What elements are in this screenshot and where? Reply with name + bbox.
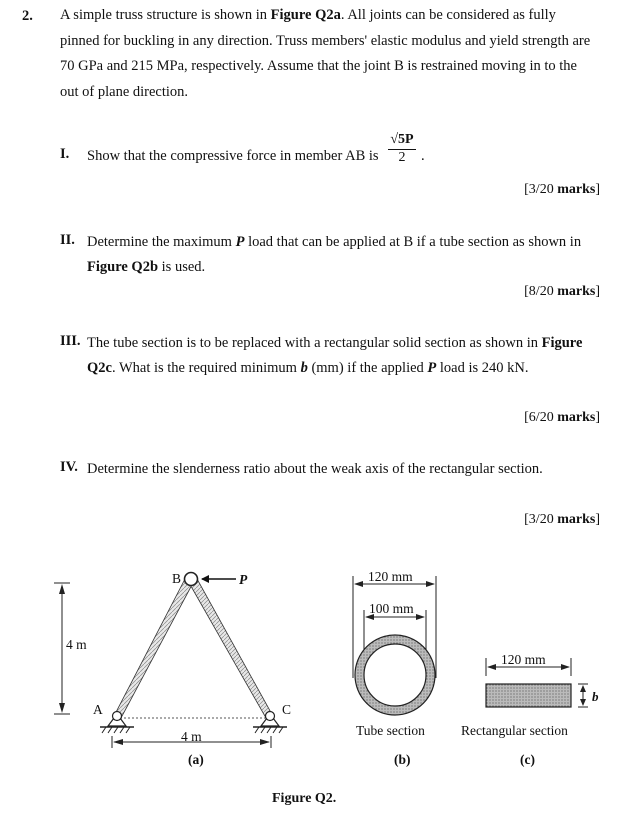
label-load-p: P [239,572,248,587]
part-2-text-a: Determine the maximum [87,234,236,250]
part-3-marks-text: [6/20 marks] [524,410,600,425]
label-inner-diameter: 100 mm [369,601,414,616]
part-3-figure-ref-a: Figure [541,335,583,351]
part-2-numeral: II. [60,232,75,248]
label-rect-caption: Rectangular section [461,723,568,738]
label-sub-b: (b) [394,752,411,767]
part-2-figure-ref: Figure Q2b [87,259,159,275]
intro-line-1-text: A simple truss structure is shown in Figure Q2a. All joints can be considered as fully [60,7,556,23]
label-a: A [93,702,103,717]
label-rect-width: 120 mm [501,652,546,667]
part-3-load-symbol: P [427,360,437,376]
part-1-period: . [421,148,425,164]
label-b: B [172,571,182,586]
label-c: C [282,702,292,717]
part-3-text-b: . What is the required minimum [111,360,301,376]
member-ab [113,577,194,718]
tube-diagram [353,576,436,715]
question-number: 2. [22,8,33,24]
label-height: 4 m [66,635,87,655]
part-3-b-symbol: b [300,360,308,376]
member-bc [188,577,274,718]
part-2-text-c: is used. [158,259,206,275]
part-4-text: Determine the slenderness ratio about the weak axis of the rectangular section. [87,461,543,477]
part-2-marks-text: [8/20 marks] [524,284,600,299]
tube-inner [364,644,426,706]
pin-b [185,573,198,586]
rect-section [486,684,571,707]
part-1-marks-text: [3/20 marks] [524,182,600,197]
intro-line-3: 70 GPa and 215 MPa, respectively. Assume that the joint B is restrained moving in to the [60,58,577,74]
fraction-denominator: 2 [398,150,406,165]
part-4-marks-text: [3/20 marks] [524,512,600,527]
figure-title: Figure Q2. [272,791,337,806]
label-outer-diameter: 120 mm [368,569,413,584]
part-4-numeral: IV. [60,459,78,475]
label-sub-c: (c) [520,752,535,767]
part-2-text-b: load that can be applied at B if a tube section as shown in [244,234,582,250]
part-2-load-symbol: P [235,234,245,250]
part-1-text: Show that the compressive force in member AB is [87,148,379,164]
part-1-numeral: I. [60,146,70,162]
part-3-text-c: (mm) if the applied [307,360,428,376]
intro-line-2: pinned for buckling in any direction. Truss members' elastic modulus and yield strength are [60,32,591,49]
part-3-figure-ref-b: Q2c [87,360,112,376]
truss-diagram [54,573,287,749]
part-3-text-a: The tube section is to be replaced with a rectangular solid section as shown in [87,335,542,351]
label-tube-caption: Tube section [356,723,425,738]
part-3-numeral: III. [60,333,81,349]
label-rect-b: b [592,689,599,704]
label-span: 4 m [181,729,202,744]
load-arrowhead [201,575,209,583]
label-sub-a: (a) [188,752,204,767]
fraction-numerator: √5P [390,132,414,147]
part-3-text-d: load is 240 kN. [436,360,529,376]
intro-line-4: out of plane direction. [60,83,189,100]
support-a [100,712,134,734]
